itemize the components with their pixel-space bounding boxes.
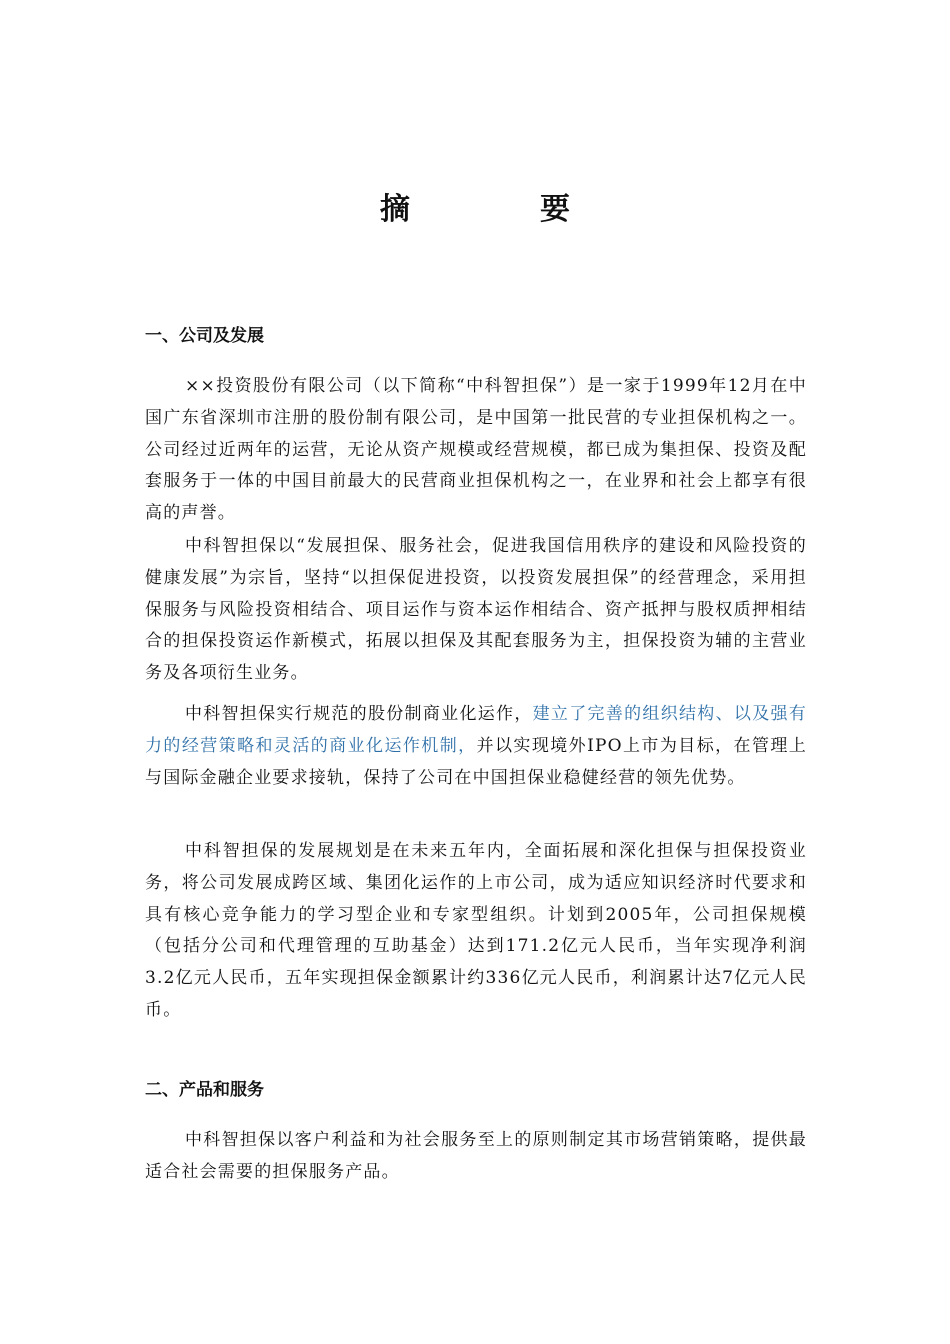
- paragraph-company-operation: [145, 699, 807, 794]
- page-title: 摘 要: [380, 192, 620, 227]
- paragraph-company-mission: 中科智担保以“发展担保、服务社会，促进我国信用秩序的建设和风险投资的健康发展”为宗旨，坚持“以担保促进投资，以投资发展担保”的经营理念，采用担保服务与风险投资相结合、项目运作与资本运作相结合、资产抵押与股权质押相结合的担保投资运作新模式，拓展以担保及其配套服务为主，担保投资为辅的主营业务及各项衍生业务。: [145, 536, 807, 684]
- section-heading-company: 一、公司及发展: [145, 326, 264, 346]
- paragraph-company-plan: 中科智担保的发展规划是在未来五年内，全面拓展和深化担保与担保投资业务，将公司发展成跨区域、集团化运作的上市公司，成为适应知识经济时代要求和具有核心竞争能力的学习型企业和专家型组织。计划到2005年，公司担保规模（包括分公司和代理管理的互助基金）达到171.2亿元人民币，当年实现净利润3.2亿元人民币，五年实现担保金额累计约336亿元人民币，利润累计达7亿元人民币。: [145, 841, 807, 1020]
- highlighted-phrase: 建立了完善的组织结构、以及强有力的经营策略和灵活的商业化运作机制，: [145, 704, 807, 756]
- section-heading-products: 二、产品和服务: [145, 1080, 264, 1100]
- paragraph-operation-text-before: 中科智担保实行规范的股份制商业化运作，: [185, 704, 533, 724]
- paragraph-company-intro: ××投资股份有限公司（以下简称“中科智担保”）是一家于1999年12月在中国广东省深圳市注册的股份制有限公司，是中国第一批民营的专业担保机构之一。公司经过近两年的运营，无论从资产规模或经营规模，都已成为集担保、投资及配套服务于一体的中国目前最大的民营商业担保机构之一，在业界和社会上都享有很高的声誉。: [145, 376, 807, 524]
- paragraph-products-intro: 中科智担保以客户利益和为社会服务至上的原则制定其市场营销策略，提供最适合社会需要的担保服务产品。: [145, 1130, 807, 1182]
- paragraph-operation-text-after: 并以实现境外IPO上市为目标，在管理上与国际金融企业要求接轨，保持了公司在中国担保业稳健经营的领先优势。: [145, 735, 807, 788]
